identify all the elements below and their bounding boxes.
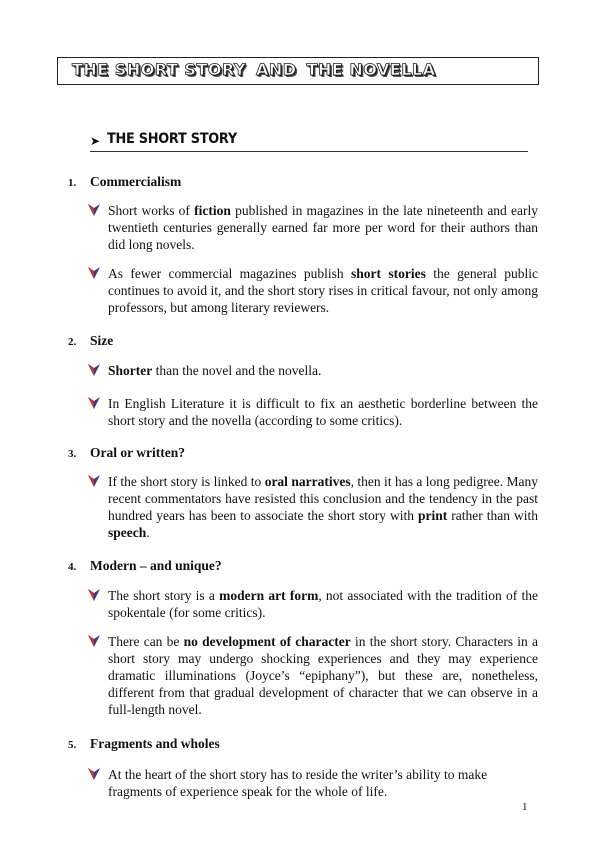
- down-arrow-bullet-icon: [86, 203, 104, 219]
- down-arrow-bullet-icon: [86, 767, 104, 783]
- paragraph: The short story is a modern art form, not associated with the tradition of the spokentale (for some critics).: [108, 588, 539, 620]
- item-heading-1: [68, 174, 181, 190]
- item-heading-text: Oral or written?: [90, 445, 185, 460]
- emphasis: oral narratives: [264, 474, 351, 489]
- paragraph: In English Literature it is difficult to fix an aesthetic borderline between the short story and the novella (according to some critics).: [108, 396, 538, 428]
- title-part-3: THE NOVELLA: [306, 60, 436, 79]
- page-number: 1: [522, 801, 528, 813]
- emphasis: Shorter: [108, 363, 153, 378]
- paragraph: At the heart of the short story has to reside the writer’s ability to make fragments of experience speak for the whole of life.: [108, 767, 488, 799]
- item-number: 5.: [68, 739, 77, 751]
- down-arrow-bullet-icon: [86, 363, 104, 379]
- paragraph: As fewer commercial magazines publish short stories the general public continues to avoid it, and the short story rises in critical favour, not only among professors, but among literary reviewers.: [108, 266, 538, 315]
- title-part-1: THE SHORT STORY: [72, 60, 246, 79]
- emphasis: fiction: [194, 203, 231, 218]
- item-heading-text: Fragments and wholes: [90, 736, 220, 751]
- paragraph: Short works of fiction published in magazines in the late nineteenth and early twentieth centuries generally earned far more per word for their authors than did long novels.: [108, 203, 539, 252]
- section-heading-text: THE SHORT STORY: [107, 131, 237, 147]
- item-heading-3: [68, 445, 185, 461]
- down-arrow-bullet-icon: [86, 396, 104, 412]
- down-arrow-bullet-icon: [86, 588, 104, 604]
- paragraph: There can be no development of character in the short story. Characters in a short story may undergo shocking experiences and they may experience dramatic illuminations (Joyce’s “epiphany”), but these are, nonetheless, different from that gradual development of character that we can observe in a full-length novel.: [108, 634, 539, 717]
- item-number: 1.: [68, 177, 77, 189]
- paragraph: If the short story is linked to oral narratives, then it has a long pedigree. Many recent commentators have resisted this conclusion and the tendency in the past hundred years has been to associate the short story with print rather than with speech.: [108, 474, 538, 540]
- section-heading: [90, 130, 528, 152]
- page-title-box: [57, 57, 539, 85]
- item-number: 3.: [68, 448, 77, 460]
- arrow-right-icon: ➤: [90, 134, 101, 148]
- item-heading-text: Modern – and unique?: [90, 558, 222, 573]
- emphasis: speech: [108, 525, 147, 540]
- paragraph: Shorter than the novel and the novella.: [108, 363, 322, 378]
- emphasis: modern art form: [219, 588, 319, 603]
- emphasis: print: [417, 508, 448, 523]
- item-heading-2: [68, 333, 113, 349]
- item-heading-5: [68, 736, 220, 752]
- emphasis: no development of character: [183, 634, 351, 649]
- down-arrow-bullet-icon: [86, 474, 104, 490]
- item-number: 4.: [68, 561, 77, 573]
- item-heading-text: Size: [90, 333, 114, 348]
- down-arrow-bullet-icon: [86, 634, 104, 650]
- down-arrow-bullet-icon: [86, 266, 104, 282]
- item-number: 2.: [68, 336, 77, 348]
- page-title: [72, 60, 436, 79]
- item-heading-4: [68, 558, 222, 574]
- item-heading-text: Commercialism: [90, 174, 182, 189]
- title-part-2: AND: [255, 60, 297, 79]
- emphasis: short stories: [351, 266, 426, 281]
